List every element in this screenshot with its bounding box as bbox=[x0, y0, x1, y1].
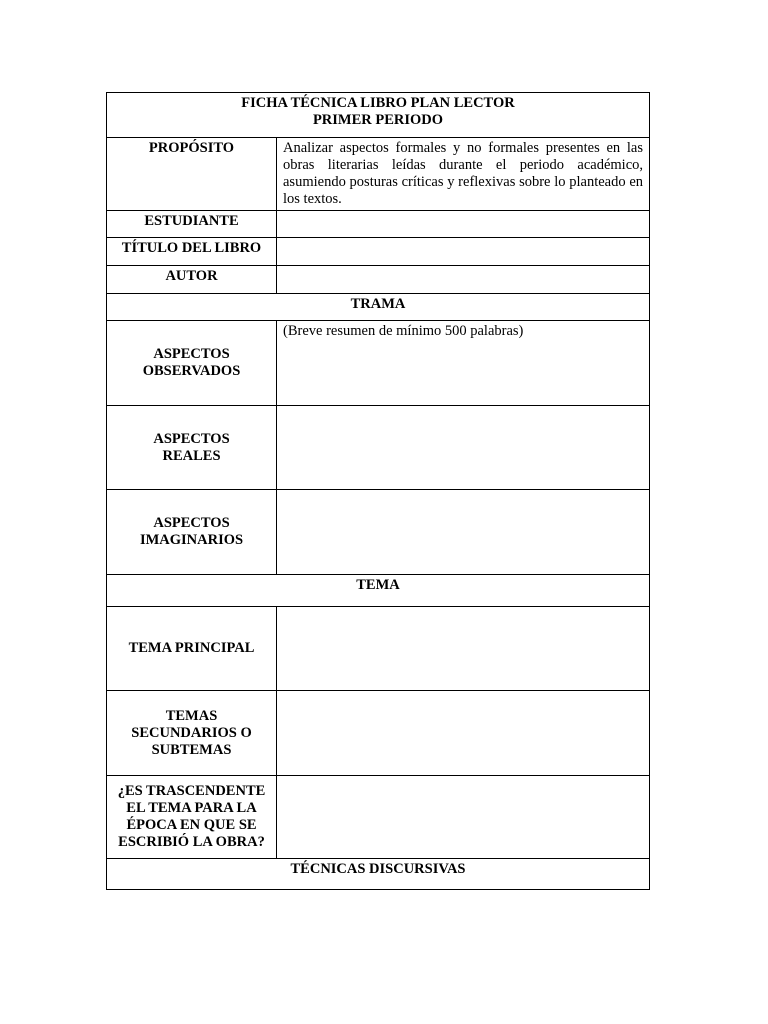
aspectos-reales-row bbox=[107, 406, 650, 490]
aspectos-reales-label bbox=[107, 406, 277, 490]
aspectos-imaginarios-field[interactable] bbox=[277, 490, 650, 575]
temas-secundarios-row bbox=[107, 691, 650, 776]
sheet-title bbox=[107, 93, 650, 138]
tema-principal-label: TEMA PRINCIPAL bbox=[107, 607, 277, 691]
sheet-title-line2: PRIMER PERIODO bbox=[312, 112, 444, 128]
aspectos-observados-row bbox=[107, 321, 650, 406]
trascendente-label bbox=[107, 776, 277, 859]
aspectos-observados-field[interactable]: (Breve resumen de mínimo 500 palabras) bbox=[277, 321, 650, 406]
trama-section-row bbox=[107, 294, 650, 321]
header-row bbox=[107, 93, 650, 138]
tema-section-row bbox=[107, 575, 650, 607]
autor-field[interactable] bbox=[277, 266, 650, 294]
aspectos-reales-field[interactable] bbox=[277, 406, 650, 490]
temas-secundarios-label-l3: SUBTEMAS bbox=[151, 741, 232, 758]
titulo-label: TÍTULO DEL LIBRO bbox=[107, 238, 277, 266]
trascendente-label-l2: EL TEMA PARA LA bbox=[126, 800, 257, 816]
trascendente-row bbox=[107, 776, 650, 859]
temas-secundarios-label-l1: TEMAS bbox=[165, 707, 218, 724]
trascendente-label-l4: ESCRIBIÓ LA OBRA? bbox=[118, 834, 265, 850]
aspectos-observados-label-l1: ASPECTOS bbox=[153, 346, 230, 362]
aspectos-reales-label-l1: ASPECTOS bbox=[153, 430, 230, 447]
trascendente-field[interactable] bbox=[277, 776, 650, 859]
autor-label: AUTOR bbox=[107, 266, 277, 294]
proposito-label: PROPÓSITO bbox=[107, 138, 277, 211]
tecnicas-heading: TÉCNICAS DISCURSIVAS bbox=[107, 859, 650, 890]
trascendente-label-l3: ÉPOCA EN QUE SE bbox=[126, 817, 257, 833]
tema-heading: TEMA bbox=[107, 575, 650, 607]
trama-heading: TRAMA bbox=[107, 294, 650, 321]
tema-principal-row bbox=[107, 607, 650, 691]
estudiante-field[interactable] bbox=[277, 211, 650, 238]
proposito-value: Analizar aspectos formales y no formales presentes en las obras literarias leídas durante el periodo académico, asumiendo posturas críticas y reflexivas sobre lo planteado en los textos. bbox=[277, 138, 650, 211]
temas-secundarios-field[interactable] bbox=[277, 691, 650, 776]
technical-sheet-table bbox=[106, 92, 650, 890]
aspectos-imaginarios-label-l1: ASPECTOS bbox=[153, 515, 230, 531]
temas-secundarios-label-l2: SECUNDARIOS O bbox=[131, 724, 252, 741]
aspectos-imaginarios-label bbox=[107, 490, 277, 575]
tema-principal-field[interactable] bbox=[277, 607, 650, 691]
sheet-title-line1: FICHA TÉCNICA LIBRO PLAN LECTOR bbox=[241, 95, 515, 111]
proposito-row bbox=[107, 138, 650, 211]
aspectos-imaginarios-label-l2: IMAGINARIOS bbox=[139, 532, 244, 548]
tecnicas-section-row bbox=[107, 859, 650, 890]
aspectos-reales-label-l2: REALES bbox=[162, 447, 221, 464]
titulo-row bbox=[107, 238, 650, 266]
temas-secundarios-label bbox=[107, 691, 277, 776]
aspectos-imaginarios-row bbox=[107, 490, 650, 575]
estudiante-row bbox=[107, 211, 650, 238]
aspectos-observados-label bbox=[107, 321, 277, 406]
trascendente-label-l1: ¿ES TRASCENDENTE bbox=[117, 783, 266, 799]
estudiante-label: ESTUDIANTE bbox=[107, 211, 277, 238]
autor-row bbox=[107, 266, 650, 294]
aspectos-observados-label-l2: OBSERVADOS bbox=[142, 363, 241, 379]
titulo-field[interactable] bbox=[277, 238, 650, 266]
